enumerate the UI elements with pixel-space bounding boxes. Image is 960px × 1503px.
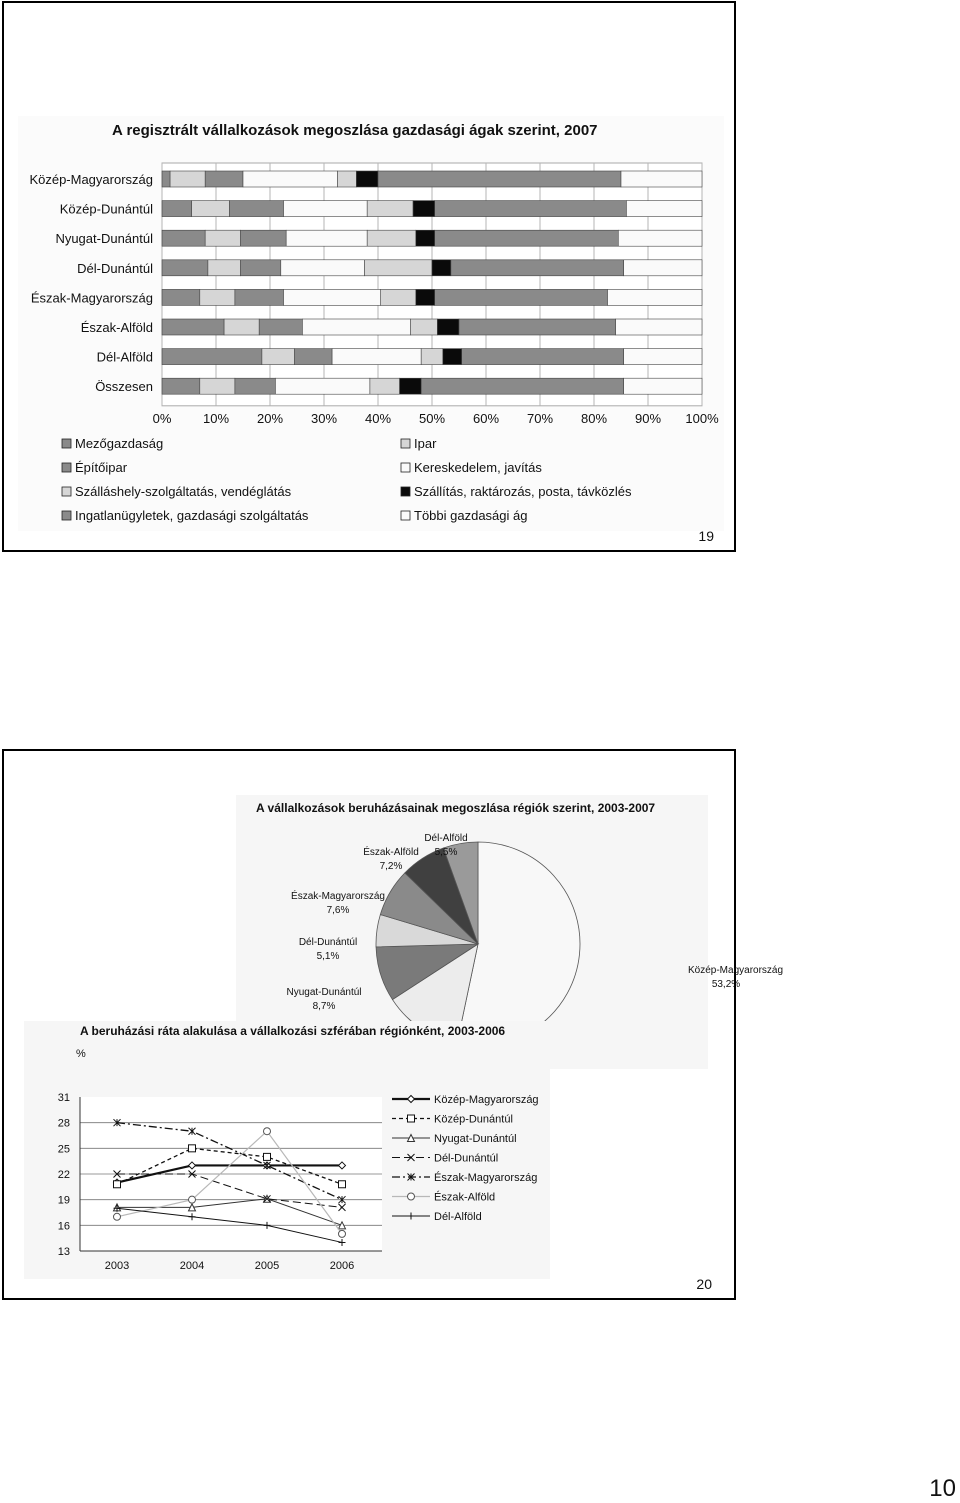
- slide-number: 20: [696, 1276, 712, 1292]
- bar-segment: [621, 171, 702, 187]
- bar-segment: [162, 289, 200, 305]
- point-marker: [408, 1213, 415, 1220]
- bar-segment: [421, 349, 443, 365]
- point-marker: [189, 1196, 196, 1203]
- bar-segment: [435, 289, 608, 305]
- category-label: Közép-Dunántúl: [59, 201, 153, 217]
- bar-segment: [294, 349, 332, 365]
- x-tick-label: 100%: [685, 411, 719, 426]
- x-tick-label: 90%: [634, 411, 662, 426]
- pie-label: Dél-Dunántúl: [298, 937, 358, 948]
- line-chart: [24, 1039, 554, 1279]
- pie-label: Nyugat-Dunántúl: [286, 987, 362, 998]
- slide-19: [2, 1, 736, 552]
- pie-value-label: 53,2%: [711, 979, 741, 990]
- bar-segment: [259, 319, 302, 335]
- x-tick-label: 60%: [472, 411, 500, 426]
- bar-segment: [162, 230, 205, 246]
- legend-label: Ipar: [414, 436, 437, 451]
- legend-label: Többi gazdasági ág: [414, 508, 528, 523]
- category-label: Észak-Magyarország: [30, 290, 153, 306]
- bar-segment: [459, 319, 616, 335]
- category-label: Dél-Alföld: [96, 349, 153, 365]
- legend-label: Kereskedelem, javítás: [414, 460, 542, 475]
- pie-value-label: 5,5%: [434, 847, 458, 858]
- x-tick-label: 2004: [179, 1260, 205, 1272]
- page-number: 10: [929, 1475, 956, 1502]
- bar-segment: [286, 230, 367, 246]
- stacked-bar-chart: [4, 143, 734, 563]
- legend-swatch: [401, 511, 410, 520]
- legend-label: Közép-Dunántúl: [434, 1113, 513, 1126]
- bar-segment: [162, 319, 224, 335]
- point-marker: [339, 1181, 346, 1188]
- point-marker: [189, 1145, 196, 1152]
- line-chart-title: A beruházási ráta alakulása a vállalkozási szférában régiónként, 2003-2006: [80, 1024, 506, 1038]
- bar-segment: [451, 260, 624, 276]
- point-marker: [114, 1213, 121, 1220]
- bar-segment: [378, 171, 621, 187]
- bar-segment: [205, 171, 243, 187]
- pie-label: Észak-Alföld: [363, 847, 419, 858]
- legend-swatch: [401, 463, 410, 472]
- legend-label: Észak-Magyarország: [434, 1172, 538, 1184]
- x-tick-label: 80%: [580, 411, 608, 426]
- y-tick-label: 25: [57, 1143, 70, 1156]
- legend-swatch: [62, 463, 71, 472]
- bar-segment: [162, 260, 208, 276]
- legend-swatch: [401, 487, 410, 496]
- bar-segment: [400, 378, 422, 394]
- bar-segment: [443, 349, 462, 365]
- y-tick-label: 28: [57, 1117, 70, 1130]
- bar-segment: [235, 378, 276, 394]
- point-marker: [264, 1153, 271, 1160]
- pie-label: Közép-Magyarország: [688, 965, 784, 976]
- bar-segment: [624, 378, 702, 394]
- legend-swatch: [62, 487, 71, 496]
- y-tick-label: 31: [57, 1092, 70, 1104]
- y-tick-label: 16: [57, 1220, 70, 1233]
- category-label: Összesen: [95, 379, 153, 395]
- legend-swatch: [62, 511, 71, 520]
- legend-label: Szállítás, raktározás, posta, távközlés: [414, 484, 632, 499]
- bar-segment: [240, 230, 286, 246]
- bar-segment: [208, 260, 240, 276]
- bar-segment: [162, 378, 200, 394]
- bar-segment: [462, 349, 624, 365]
- pie-value-label: 7,2%: [379, 861, 403, 872]
- x-tick-label: 50%: [418, 411, 446, 426]
- bar-segment: [224, 319, 259, 335]
- bar-segment: [243, 171, 338, 187]
- point-marker: [408, 1115, 415, 1122]
- bar-segment: [275, 378, 370, 394]
- x-tick-label: 0%: [152, 411, 172, 426]
- bar-segment: [435, 230, 619, 246]
- category-label: Dél-Dunántúl: [77, 260, 153, 276]
- legend-label: Mezőgazdaság: [75, 436, 164, 451]
- x-tick-label: 10%: [202, 411, 230, 426]
- pie-value-label: 8,7%: [312, 1001, 336, 1012]
- bar-segment: [170, 171, 205, 187]
- pie-label: Dél-Alföld: [424, 833, 468, 844]
- pie-value-label: 5,1%: [316, 951, 340, 962]
- bar-segment: [332, 349, 421, 365]
- legend-label: Dél-Dunántúl: [434, 1152, 499, 1165]
- bar-segment: [370, 378, 400, 394]
- x-tick-label: 2005: [254, 1260, 280, 1272]
- bar-segment: [367, 201, 413, 217]
- bar-segment: [410, 319, 437, 335]
- point-marker: [264, 1128, 271, 1135]
- pie-chart-title: A vállalkozások beruházásainak megoszlása régiók szerint, 2003-2007: [256, 801, 656, 815]
- legend-label: Nyugat-Dunántúl: [434, 1133, 517, 1145]
- bar-segment: [608, 289, 703, 305]
- point-marker: [408, 1096, 415, 1103]
- bar-segment: [437, 319, 459, 335]
- bar-segment: [626, 201, 702, 217]
- bar-chart-title: A regisztrált vállalkozások megoszlása gazdasági ágak szerint, 2007: [112, 122, 598, 139]
- legend-label: Szálláshely-szolgáltatás, vendéglátás: [75, 484, 292, 499]
- bar-segment: [192, 201, 230, 217]
- legend-label: Észak-Alföld: [434, 1191, 496, 1204]
- legend-label: Ingatlanügyletek, gazdasági szolgáltatás: [75, 508, 309, 523]
- bar-segment: [262, 349, 294, 365]
- x-tick-label: 20%: [256, 411, 284, 426]
- bar-segment: [624, 260, 702, 276]
- y-axis-unit: %: [76, 1048, 86, 1060]
- bar-segment: [616, 319, 702, 335]
- bar-segment: [435, 201, 627, 217]
- x-tick-label: 2006: [329, 1260, 355, 1272]
- bar-segment: [284, 201, 368, 217]
- category-label: Nyugat-Dunántúl: [55, 231, 153, 247]
- y-tick-label: 19: [57, 1194, 70, 1207]
- point-marker: [114, 1181, 121, 1188]
- point-marker: [339, 1230, 346, 1237]
- y-tick-label: 13: [57, 1246, 70, 1258]
- bar-segment: [162, 201, 192, 217]
- bar-segment: [284, 289, 381, 305]
- x-tick-label: 30%: [310, 411, 338, 426]
- category-label: Közép-Magyarország: [29, 172, 153, 187]
- slide-number: 19: [698, 528, 714, 544]
- pie-label: Észak-Magyarország: [291, 891, 385, 902]
- slide-20: [2, 749, 784, 1300]
- x-tick-label: 40%: [364, 411, 392, 426]
- bar-segment: [205, 230, 240, 246]
- x-tick-label: 2003: [104, 1260, 130, 1272]
- bar-segment: [367, 230, 416, 246]
- bar-segment: [302, 319, 410, 335]
- legend-label: Építőipar: [75, 460, 128, 475]
- bar-segment: [416, 289, 435, 305]
- bar-segment: [200, 378, 235, 394]
- legend-label: Közép-Magyarország: [434, 1094, 539, 1106]
- bar-segment: [381, 289, 416, 305]
- bar-segment: [281, 260, 365, 276]
- category-label: Észak-Alföld: [80, 320, 153, 335]
- bar-segment: [624, 349, 702, 365]
- bar-segment: [230, 201, 284, 217]
- x-tick-label: 70%: [526, 411, 554, 426]
- legend-swatch: [62, 439, 71, 448]
- bar-segment: [200, 289, 235, 305]
- bar-segment: [356, 171, 378, 187]
- bar-segment: [365, 260, 433, 276]
- bar-segment: [432, 260, 451, 276]
- y-tick-label: 22: [57, 1169, 70, 1181]
- bar-segment: [162, 171, 170, 187]
- bar-segment: [618, 230, 702, 246]
- bar-segment: [416, 230, 435, 246]
- bar-segment: [162, 349, 262, 365]
- point-marker: [408, 1193, 415, 1200]
- legend-label: Dél-Alföld: [434, 1211, 482, 1223]
- bar-segment: [235, 289, 284, 305]
- bar-segment: [240, 260, 280, 276]
- legend-swatch: [401, 439, 410, 448]
- bar-segment: [421, 378, 624, 394]
- bar-segment: [338, 171, 357, 187]
- bar-segment: [413, 201, 435, 217]
- pie-value-label: 7,6%: [326, 905, 350, 916]
